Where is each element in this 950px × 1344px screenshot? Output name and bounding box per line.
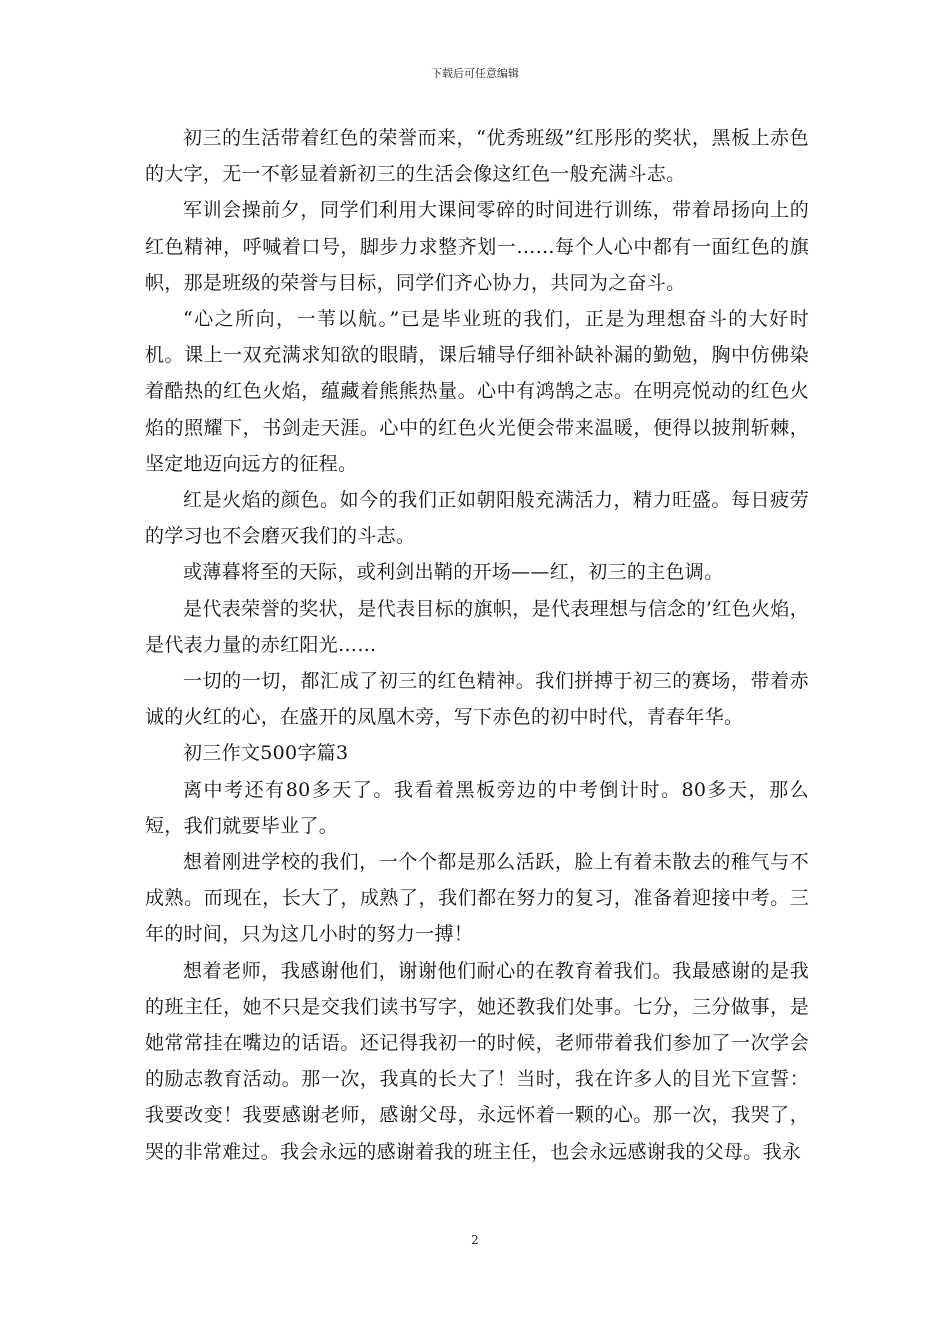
- page-number: 2: [471, 1233, 479, 1247]
- paragraph: 是代表荣誉的奖状，是代表目标的旗帜，是代表理想与信念的’红色火焰，是代表力量的赤红阳光……: [145, 597, 809, 656]
- paragraph: 初三的生活带着红色的荣誉而来，“优秀班级”红彤彤的奖状，黑板上赤色的大字，无一不彰显着新初三的生活会像这红色一般充满斗志。: [145, 127, 809, 186]
- document-body: [145, 120, 809, 1170]
- paragraph: 想着刚进学校的我们，一个个都是那么活跃，脸上有着未散去的稚气与不成熟。而现在，长大了，成熟了，我们都在努力的复习，准备着迎接中考。三年的时间，只为这几小时的努力一搏！: [145, 851, 809, 946]
- paragraph: 军训会操前夕，同学们利用大课间零碎的时间进行训练，带着昂扬向上的红色精神，呼喊着口号，脚步力求整齐划一……每个人心中都有一面红色的旗帜，那是班级的荣誉与目标，同学们齐心协力，共同为之奋斗。: [145, 199, 809, 294]
- paragraph: “心之所向，一苇以航。”已是毕业班的我们，正是为理想奋斗的大好时机。课上一双充满求知欲的眼睛，课后辅导仔细补缺补漏的勤勉，胸中仿佛染着酷热的红色火焰，蕴藏着熊熊热量。心中有鸿鹄之志。在明亮悦动的红色火焰的照耀下，书剑走天涯。心中的红色火光便会带来温暖，便得以披荆斩棘，坚定地迈向远方的征程。: [145, 308, 809, 475]
- paragraph: 红是火焰的颜色。如今的我们正如朝阳般充满活力，精力旺盛。每日疲劳的学习也不会磨灭我们的斗志。: [145, 489, 809, 548]
- section-heading: 初三作文500字篇3: [183, 742, 349, 765]
- paragraph: 或薄暮将至的天际，或利剑出鞘的开场——红，初三的主色调。: [183, 561, 724, 584]
- paragraph: 想着老师，我感谢他们，谢谢他们耐心的在教育着我们。我最感谢的是我的班主任，她不只是交我们读书写字，她还教我们处事。七分，三分做事，是她常常挂在嘴边的话语。还记得我初一的时候，老师带着我们参加了一次学会的励志教育活动。那一次，我真的长大了！当时，我在许多人的目光下宣誓：我要改变！我要感谢老师，感谢父母，永远怀着一颗的心。那一次，我哭了，哭的非常难过。我会永远的感谢着我的班主任，也会永远感谢我的父母。我永: [145, 959, 809, 1163]
- paragraph: 离中考还有80多天了。我看着黑板旁边的中考倒计时。80多天，那么短，我们就要毕业了。: [145, 778, 809, 837]
- paragraph: 一切的一切，都汇成了初三的红色精神。我们拼搏于初三的赛场，带着赤诚的火红的心，在盛开的凤凰木旁，写下赤色的初中时代，青春年华。: [145, 670, 809, 729]
- page-header: 下载后可任意编辑: [431, 67, 519, 80]
